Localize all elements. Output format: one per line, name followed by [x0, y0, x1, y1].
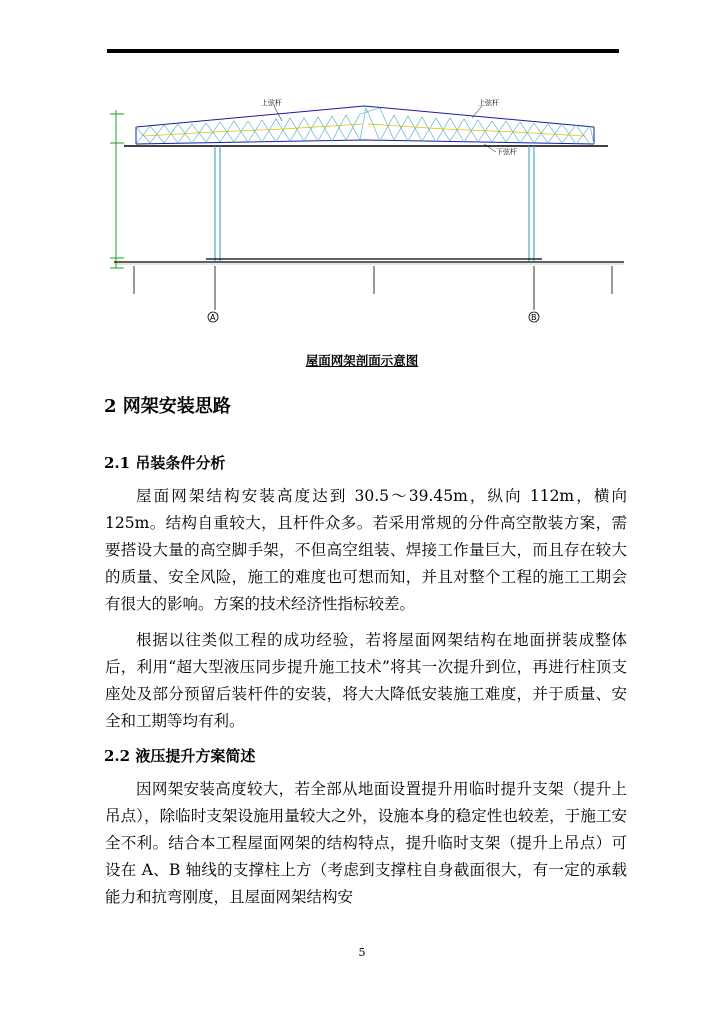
axis-b-label: B	[531, 313, 537, 322]
truss-web-members	[136, 108, 594, 144]
truss-bracing-accents	[144, 124, 586, 136]
axis-a-label: A	[210, 313, 216, 322]
figure-caption: 屋面网架剖面示意图	[305, 353, 419, 368]
page-number: 5	[358, 946, 366, 959]
ground-line	[114, 259, 624, 262]
header-rule	[107, 49, 619, 53]
ground-dimension-marks	[134, 266, 612, 310]
left-dimension-line	[110, 110, 124, 268]
subsection-heading-2-2: 2.2 液压提升方案简述	[104, 747, 256, 765]
roof-truss-section-drawing	[104, 96, 632, 328]
section-heading: 2 网架安装思路	[104, 396, 231, 417]
paragraph-2: 根据以往类似工程的成功经验，若将屋面网架结构在地面拼装成整体后，利用“超大型液压同步提升施工技术”将其一次提升到位，再进行柱顶支座处及部分预留后装杆件的安装，将大大降低安装施工难度，并于质量、安全和工期等均有利。	[105, 631, 627, 730]
bottom-chord-leader	[484, 144, 496, 152]
paragraph-1: 屋面网架结构安装高度达到 30.5～39.45m，纵向 112m，横向 125m。结构自重较大，且杆件众多。若采用常规的分件高空散装方案，需要搭设大量的高空脚手架，不但高空组装、焊接工作量巨大，而且存在较大的质量、安全风险，施工的难度也可想而知，并且对整个工程的施工工期会有很大的影响。方案的技术经济性指标较差。	[105, 487, 627, 613]
top-chord-label-right: 上弦杆	[478, 99, 499, 107]
bottom-chord-label: 下弦杆	[496, 148, 517, 156]
subsection-heading-2-1: 2.1 吊装条件分析	[104, 454, 226, 472]
columns	[215, 146, 534, 261]
top-chord-label-left: 上弦杆	[261, 99, 282, 107]
paragraph-3: 因网架安装高度较大，若全部从地面设置提升用临时提升支架（提升上吊点），除临时支架设施用量较大之外，设施本身的稳定性也较差，于施工安全不利。结合本工程屋面网架的结构特点，提升临时支架（提升上吊点）可设在 A、B 轴线的支撑柱上方（考虑到支撑柱自身截面很大，有一定的承载能力和抗弯刚度，且屋面网架结构安	[105, 780, 627, 906]
